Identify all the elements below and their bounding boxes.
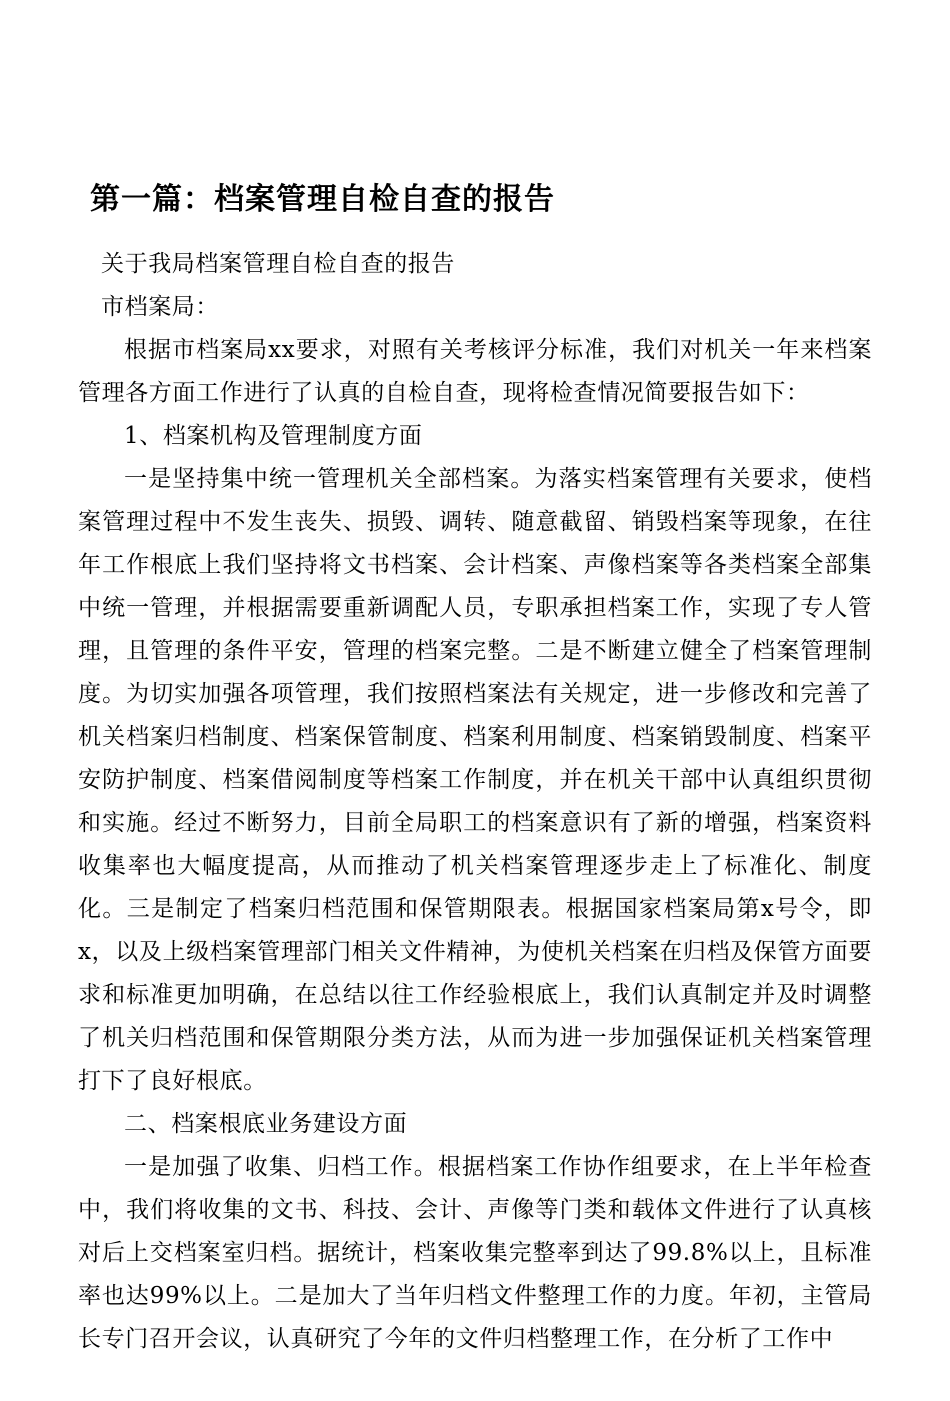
paragraph-opening: 根据市档案局xx要求，对照有关考核评分标准，我们对机关一年来档案管理各方面工作进行了认真的自检自查，现将检查情况简要报告如下：	[78, 336, 872, 406]
page-title: 第一篇：档案管理自检自查的报告	[90, 182, 555, 217]
paragraph-section-1-body: 一是坚持集中统一管理机关全部档案。为落实档案管理有关要求，使档案管理过程中不发生丧失、损毁、调转、随意截留、销毁档案等现象，在往年工作根底上我们坚持将文书档案、会计档案、声像档案等各类档案全部集中统一管理，并根据需要重新调配人员，专职承担档案工作，实现了专人管理，且管理的条件平安，管理的档案完整。二是不断建立健全了档案管理制度。为切实加强各项管理，我们按照档案法有关规定，进一步修改和完善了机关档案归档制度、档案保管制度、档案利用制度、档案销毁制度、档案平安防护制度、档案借阅制度等档案工作制度，并在机关干部中认真组织贯彻和实施。经过不断努力，目前全局职工的档案意识有了新的增强，档案资料收集率也大幅度提高，从而推动了机关档案管理逐步走上了标准化、制度化。三是制定了档案归档范围和保管期限表。根据国家档案局第x号令，即x，以及上级档案管理部门相关文件精神，为使机关档案在归档及保管方面要求和标准更加明确，在总结以往工作经验根底上，我们认真制定并及时调整了机关归档范围和保管期限分类方法，从而为进一步加强保证机关档案管理打下了良好根底。	[78, 465, 872, 1094]
paragraph-section-2-body: 一是加强了收集、归档工作。根据档案工作协作组要求，在上半年检查中，我们将收集的文书、科技、会计、声像等门类和载体文件进行了认真核对后上交档案室归档。据统计，档案收集完整率到达了99.8%以上，且标准率也达99%以上。二是加大了当年归档文件整理工作的力度。年初，主管局长专门召开会议，认真研究了今年的文件归档整理工作，在分析了工作中	[78, 1153, 872, 1352]
paragraph-addressee: 市档案局：	[101, 293, 219, 320]
paragraph-section-1-heading: 1、档案机构及管理制度方面	[124, 422, 423, 449]
paragraph-section-2-heading: 二、档案根底业务建设方面	[124, 1110, 408, 1137]
paragraph-subject-line: 关于我局档案管理自检自查的报告	[101, 250, 455, 277]
